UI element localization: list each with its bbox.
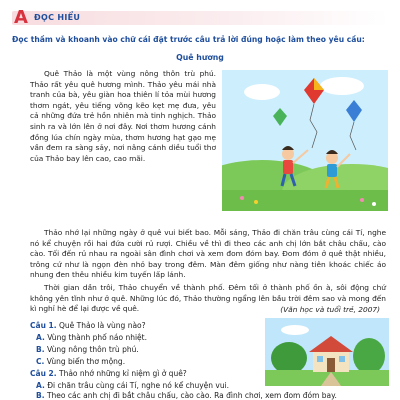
section-header [12, 7, 388, 28]
option-text: Vùng nông thôn trù phú. [46, 345, 139, 354]
question-1 [30, 321, 146, 330]
option-letter: A. [36, 333, 45, 342]
question-1-number: Câu 1. [30, 321, 57, 330]
option-letter: B. [36, 345, 45, 354]
story-paragraph-3: Thời gian dần trôi, Thảo chuyển về thành phố. Đêm tối ở thành phố ồn à, sôi động chứ không yên tĩnh như ở quê. Những lúc đó, Thảo thường ngẩng lên bầu trời đêm sao và mong đến kì nghỉ hè để lại được về quê. [30, 283, 386, 314]
children-flying-kites-illustration [222, 70, 388, 211]
question-2-text: Thảo nhớ những kỉ niệm gì ở quê? [58, 369, 187, 378]
question-1-option-b[interactable] [36, 345, 139, 354]
option-letter: B. [36, 391, 45, 400]
question-2-option-a[interactable] [36, 381, 229, 390]
question-2 [30, 369, 187, 378]
story-title: Quê hương [176, 53, 224, 62]
option-text: Vùng biển thơ mộng. [46, 357, 126, 366]
story-paragraph-1: Quê Thảo là một vùng nông thôn trù phú. Thảo rất yêu quê hương mình. Thảo yêu mái nhà tranh của bà, yêu giàn hoa thiên lí tỏa mùi hương thơm ngát, yêu tiếng võng kẽo kẹt mẹ đưa, yêu cả những đứa trẻ hồn nhiên mà tinh nghịch. Thảo sinh ra và lớn lên ở nơi đây. Nơi thơm hương cánh đồng lúa chín ngày mùa, thơm hương hạt gạo mẹ vần đem ra sàng sảy, nơi nâng cánh diều tuổi thơ của Thảo bay lên cao, cao mãi. [30, 69, 216, 163]
option-text: Vùng thành phố náo nhiệt. [47, 333, 147, 342]
question-2-option-b[interactable] [36, 391, 337, 400]
instruction-text: Đọc thầm và khoanh vào chữ cái đặt trước câu trả lời đúng hoặc làm theo yêu cầu: [12, 35, 365, 44]
story-paragraph-2: Thảo nhớ lại những ngày ở quê vui biết bao. Mỗi sáng, Thảo đi chăn trâu cùng cái Tí, nghe nó kể chuyện rồi hai đứa cười rủ rượi. Chiều về thì đi theo các anh chị lớn bắt châu chấu, cào cào. Tối đến rủ nhau ra ngoài sân đình chơi và xem đom đóm bay. Đom đóm ở quê thật nhiều, trông cứ như là ngọn đèn nhỏ bay trong đêm. Màn đêm giống như nàng tiên khoác chiếc áo nhung đen thêu nhiều kim tuyến lấp lánh. [30, 228, 386, 280]
option-text: Đi chăn trâu cùng cái Tí, nghe nó kể chuyện vui. [47, 381, 230, 390]
question-1-option-c[interactable] [36, 357, 125, 366]
question-1-option-a[interactable] [36, 333, 147, 342]
story-source: (Văn học và tuổi trẻ, 2007) [280, 305, 380, 314]
option-letter: C. [36, 357, 45, 366]
question-1-text: Quê Thảo là vùng nào? [58, 321, 146, 330]
option-text: Theo các anh chị đi bắt châu chấu, cào cào. Ra đình chơi, xem đom đóm bay. [46, 391, 337, 400]
question-2-number: Câu 2. [30, 369, 57, 378]
section-letter: A [14, 7, 28, 28]
countryside-house-illustration [265, 318, 389, 386]
option-letter: A. [36, 381, 45, 390]
section-title: ĐỌC HIỂU [34, 13, 81, 22]
